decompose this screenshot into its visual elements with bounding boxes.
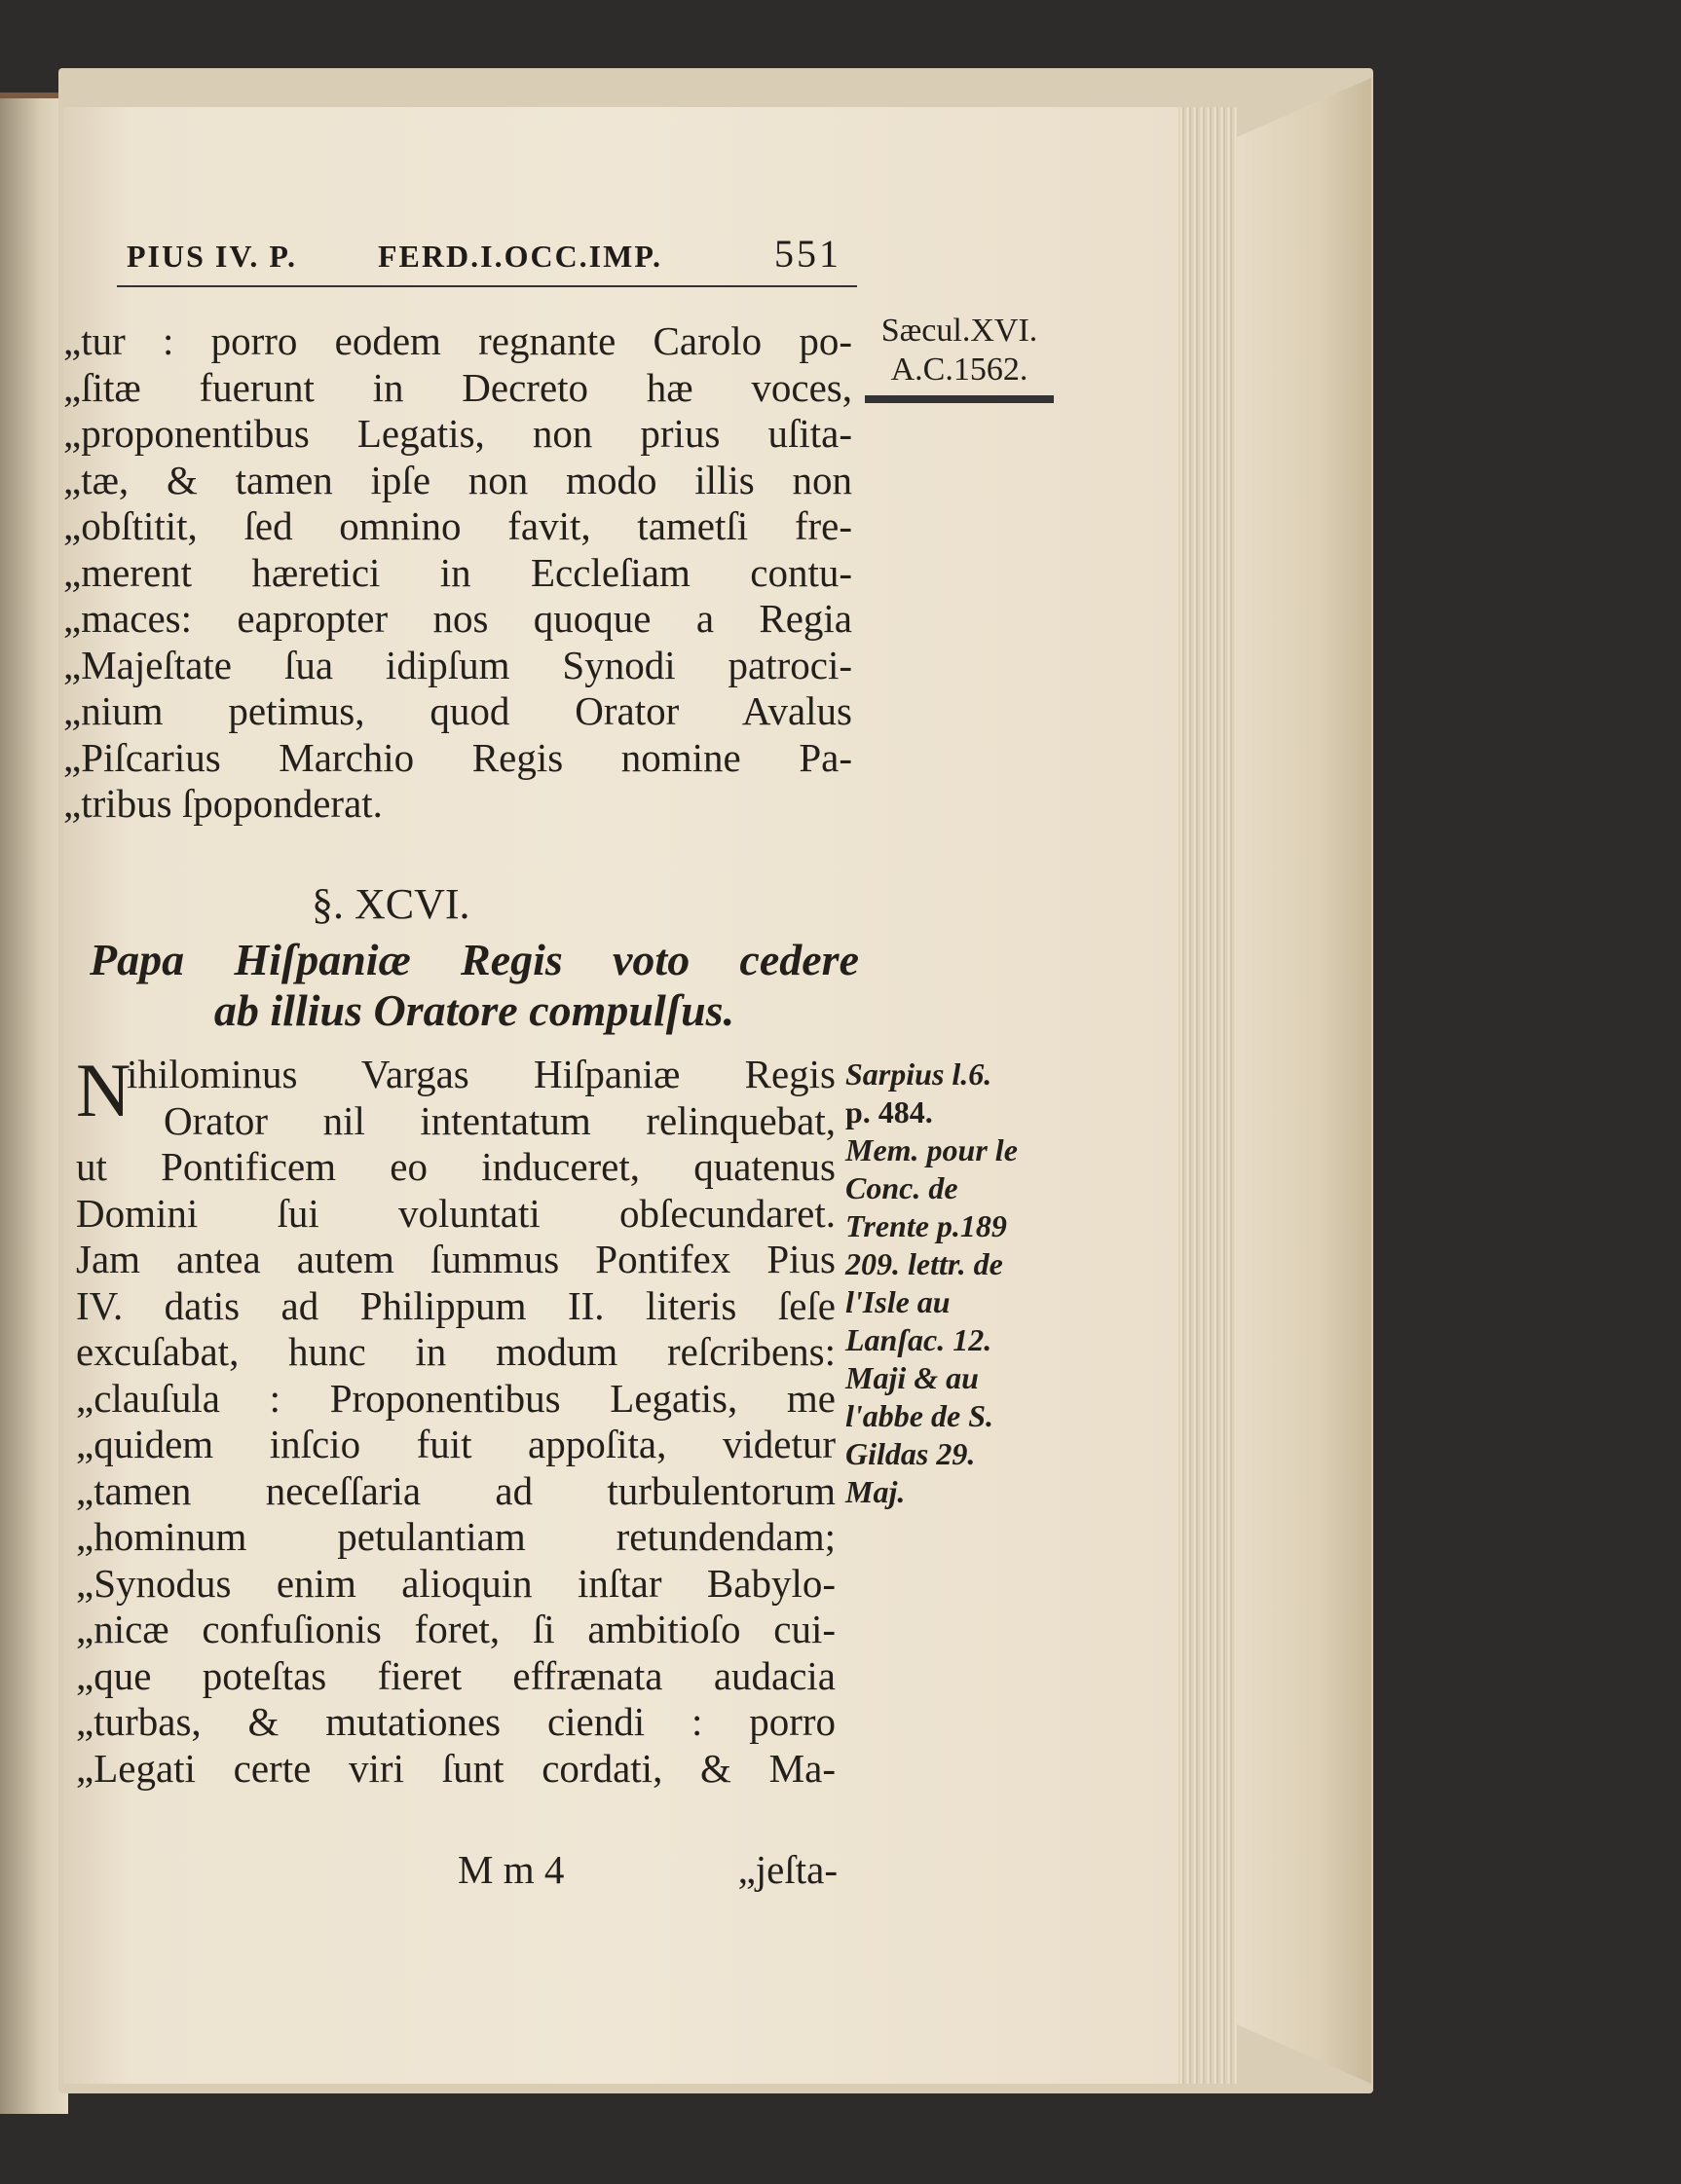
text-line: „ſitæ fuerunt in Decreto hæ voces,: [63, 364, 852, 410]
text-line: „maces: eapropter nos quoque a Regia: [63, 596, 852, 641]
text-line: „Legati certe viri ſunt cordati, & Ma-: [76, 1745, 836, 1791]
text-line: Orator nil intentatum relinquebat,: [164, 1097, 836, 1143]
section-number: §. XCVI.: [312, 880, 470, 928]
margin-note: l'Isle au: [845, 1284, 951, 1319]
margin-note: Trente p.189: [845, 1208, 1007, 1243]
text-line: „Synodus enim alioquin inſtar Babylo-: [76, 1560, 836, 1606]
text-line: „nicæ confuſionis foret, ſi ambitioſo cui-: [76, 1607, 836, 1651]
heading-line: Papa Hiſpaniæ Regis voto cedere: [90, 935, 859, 984]
section-heading: [90, 935, 859, 1036]
text-line: „quidem inſcio fuit appoſita, videtur: [76, 1422, 836, 1466]
text-line: „hominum petulantiam retundendam;: [76, 1514, 836, 1559]
page-fore-edge: [1178, 107, 1237, 2084]
text-line: „nium petimus, quod Orator Avalus: [63, 688, 852, 733]
margin-rule: [865, 395, 1054, 403]
margin-notes: [845, 1055, 1069, 1511]
margin-note: Gildas 29.: [845, 1436, 976, 1471]
text-line: „tur : porro eodem regnante Carolo po-: [63, 318, 852, 363]
text-block-2: [76, 1048, 836, 1792]
margin-note: Maji & au: [845, 1360, 979, 1395]
catchword: „jeſta-: [737, 1847, 838, 1892]
drop-cap: N: [76, 1048, 131, 1132]
text-line: „turbas, & mutationes ciendi : porro: [76, 1699, 836, 1744]
margin-date: [857, 312, 1062, 403]
text-line: „clauſula : Proponentibus Legatis, me: [76, 1375, 836, 1421]
text-line: „proponentibus Legatis, non prius uſita-: [63, 411, 852, 456]
signature-mark: M m 4: [458, 1847, 565, 1892]
text-line: „merent hæretici in Eccleſiam contu-: [63, 549, 852, 595]
text-line: ut Pontificem eo induceret, quatenus: [76, 1144, 836, 1189]
text-line: „Piſcarius Marchio Regis nomine Pa-: [63, 734, 852, 780]
text-line: „tribus ſpoponderat.: [63, 781, 383, 826]
text-line: excuſabat, hunc in modum reſcribens:: [76, 1329, 836, 1374]
margin-note: l'abbe de S.: [845, 1398, 993, 1433]
text-line: ihilominus Vargas Hiſpaniæ Regis: [127, 1052, 836, 1096]
margin-year: A.C.1562.: [890, 352, 1028, 388]
text-line: „que poteſtas fieret effrænata audacia: [76, 1652, 836, 1698]
margin-note: Maj.: [845, 1474, 906, 1509]
text-line: „Majeſtate ſua idipſum Synodi patroci-: [63, 642, 852, 687]
text-line: Domini ſui voluntati obſecundaret.: [76, 1190, 836, 1236]
margin-century: Sæcul.XVI.: [880, 313, 1038, 349]
text-line: „obſtitit, ſed omnino favit, tametſi fre-: [63, 503, 852, 548]
margin-note: p. 484.: [845, 1094, 933, 1129]
running-head: [117, 232, 857, 287]
heading-line: ab illius Oratore compulſus.: [213, 985, 735, 1035]
cover-edge: [1235, 78, 1371, 2084]
margin-note: Sarpius l.6.: [845, 1056, 992, 1092]
running-head-emperor: FERD.I.OCC.IMP.: [378, 239, 662, 274]
margin-note: Conc. de: [845, 1170, 958, 1205]
text-block-1: [63, 318, 852, 828]
margin-note: Lanſac. 12.: [845, 1322, 992, 1357]
page-number: 551: [774, 232, 841, 276]
running-head-pope: PIUS IV. P.: [127, 239, 297, 274]
margin-note: Mem. pour le: [845, 1132, 1018, 1167]
text-line: „tamen neceſſaria ad turbulentorum: [76, 1467, 836, 1513]
text-line: Jam antea autem ſummus Pontifex Pius: [76, 1237, 836, 1281]
text-line: „tæ, & tamen ipſe non modo illis non: [63, 457, 852, 502]
text-line: IV. datis ad Philippum II. literis ſeſe: [76, 1282, 836, 1328]
margin-note: 209. lettr. de: [845, 1246, 1003, 1281]
